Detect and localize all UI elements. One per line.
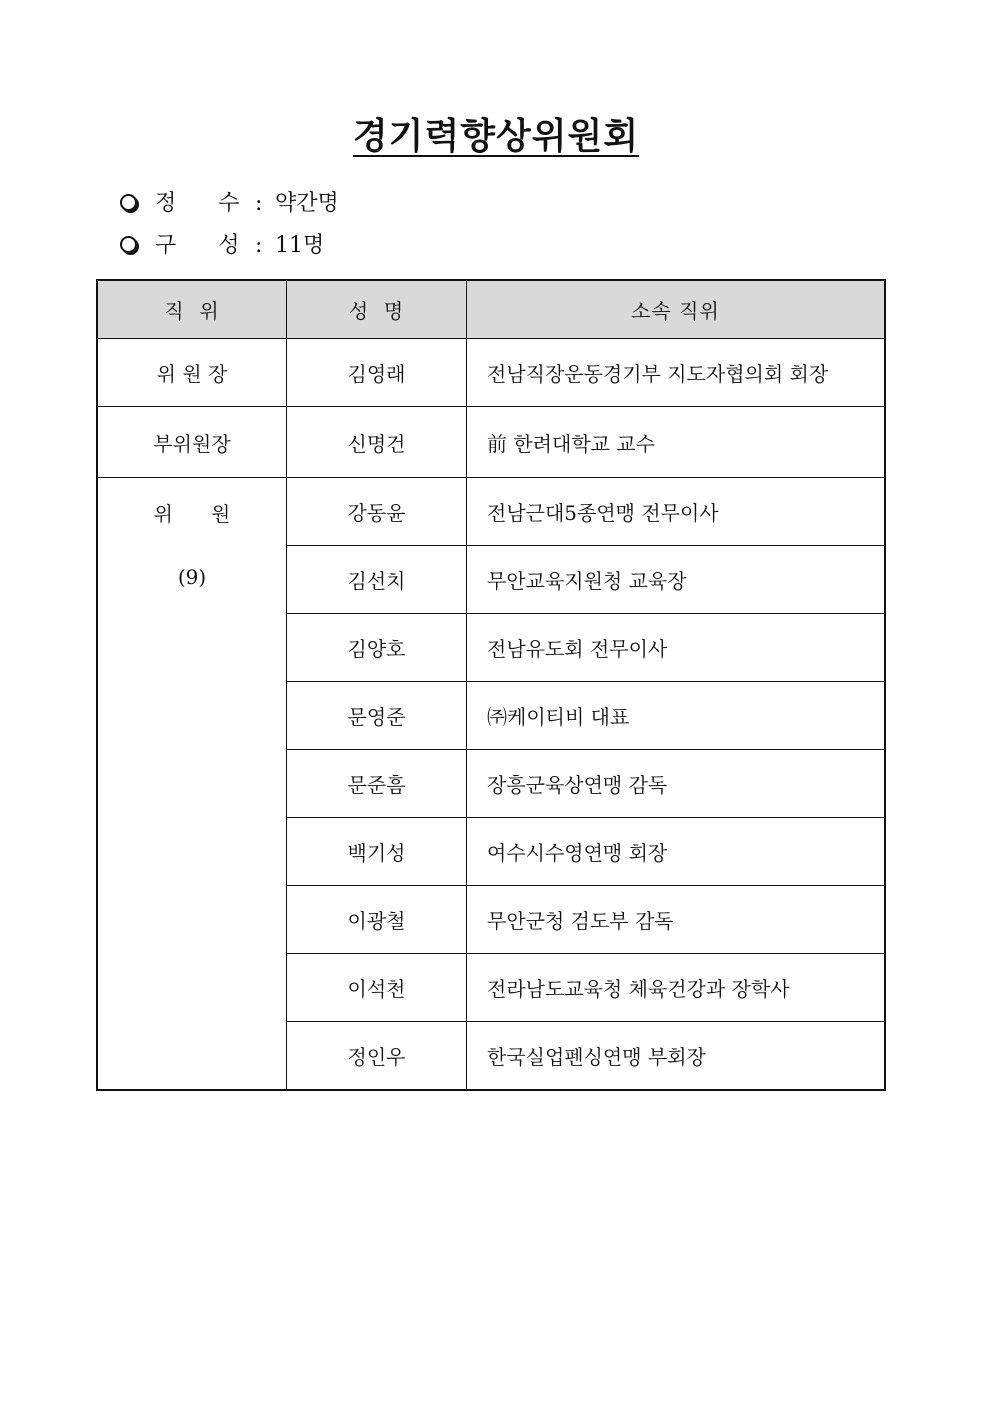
name-cell: 문준흠: [287, 750, 467, 818]
name-cell: 김선치: [287, 546, 467, 614]
affiliation-cell: 한국실업펜싱연맹 부회장: [467, 1022, 886, 1091]
affiliation-cell: ㈜케이티비 대표: [467, 682, 886, 750]
name-cell: 강동윤: [287, 478, 467, 546]
info-label: 정 수: [155, 191, 240, 216]
affiliation-cell: 前 한려대학교 교수: [467, 407, 886, 478]
affiliation-cell: 전남근대5종연맹 전무이사: [467, 478, 886, 546]
affiliation-cell: 전남직장운동경기부 지도자협의회 회장: [467, 339, 886, 407]
colon: :: [255, 191, 263, 216]
table-row: [97, 407, 885, 478]
role-cell: 부위원장: [97, 407, 287, 478]
info-value: 약간명: [275, 191, 339, 216]
affiliation-cell: 무안교육지원청 교육장: [467, 546, 886, 614]
info-value: 11명: [275, 233, 325, 258]
name-cell: 백기성: [287, 818, 467, 886]
info-quota: [120, 188, 339, 220]
role-cell: 위 원 장: [97, 339, 287, 407]
committee-table: [96, 279, 886, 1091]
name-cell: 정인우: [287, 1022, 467, 1091]
name-cell: 김영래: [287, 339, 467, 407]
colon: :: [255, 233, 263, 258]
circle-bullet-icon: [120, 236, 137, 253]
info-composition: [120, 230, 324, 262]
members-role-label: 위 원: [153, 502, 231, 526]
title-text: 경기력향상위원회: [352, 116, 640, 157]
affiliation-cell: 무안군청 검도부 감독: [467, 886, 886, 954]
affiliation-cell: 전라남도교육청 체육건강과 장학사: [467, 954, 886, 1022]
name-cell: 이석천: [287, 954, 467, 1022]
name-cell: 이광철: [287, 886, 467, 954]
info-label: 구 성: [155, 233, 240, 258]
members-role-cell: [97, 478, 287, 1091]
affiliation-cell: 장흥군육상연맹 감독: [467, 750, 886, 818]
name-cell: 신명건: [287, 407, 467, 478]
name-cell: 문영준: [287, 682, 467, 750]
members-count: (9): [177, 565, 207, 589]
header-affiliation: 소속 직위: [467, 280, 886, 339]
affiliation-cell: 전남유도회 전무이사: [467, 614, 886, 682]
circle-bullet-icon: [120, 194, 137, 211]
table-row: [97, 339, 885, 407]
table-header-row: [97, 280, 885, 339]
affiliation-cell: 여수시수영연맹 회장: [467, 818, 886, 886]
table-row: [97, 478, 885, 546]
name-cell: 김양호: [287, 614, 467, 682]
page-title: [0, 108, 992, 159]
header-position: 직 위: [97, 280, 287, 339]
header-name: 성 명: [287, 280, 467, 339]
